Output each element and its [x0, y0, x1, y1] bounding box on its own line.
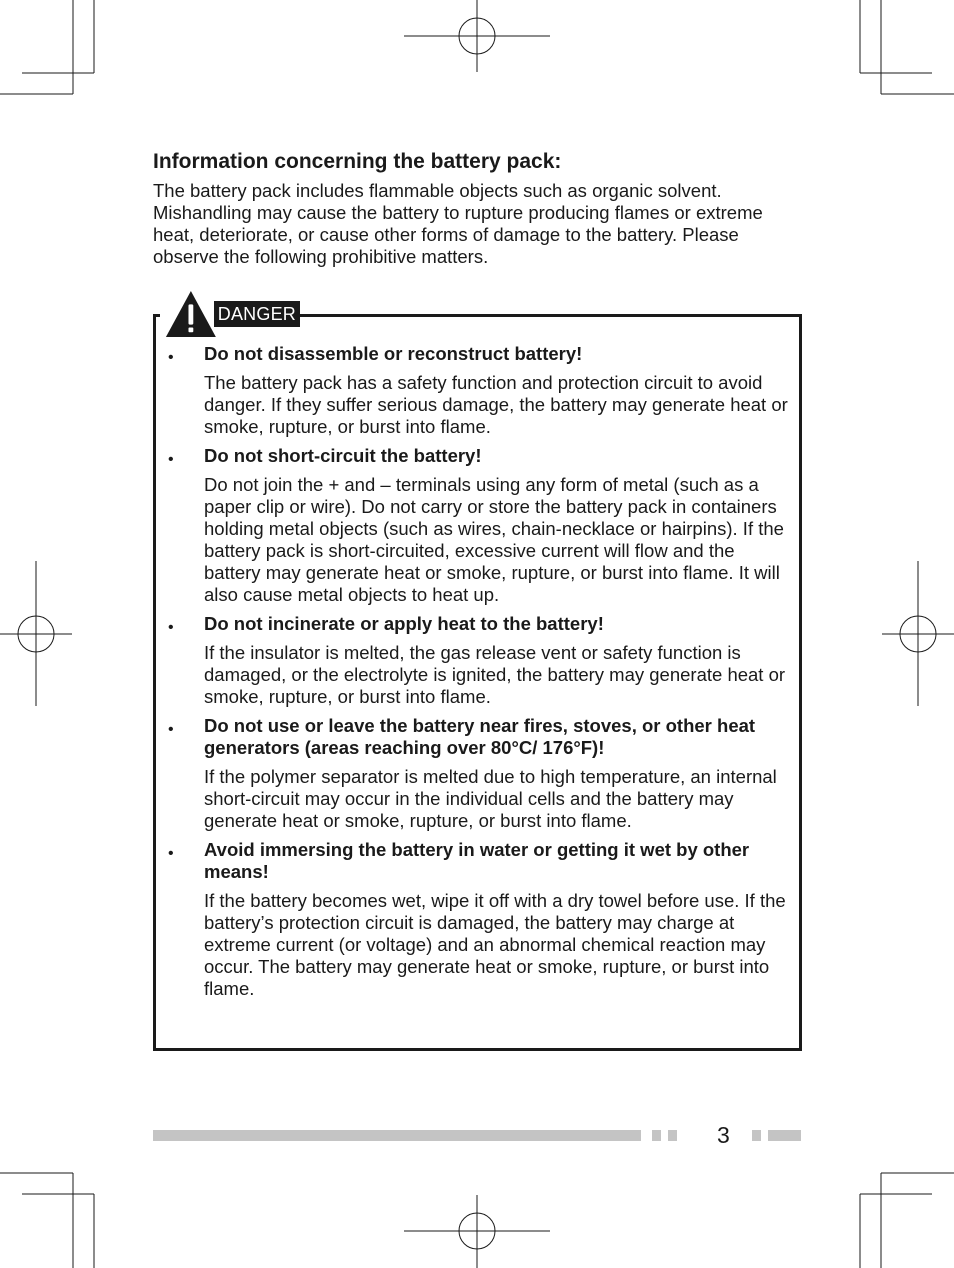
danger-list	[163, 340, 793, 1007]
item-body: If the polymer separator is melted due to high temperature, an internal short-circuit may occur in the individual cells and the battery may generate heat or smoke, rupture, or burst into flame.	[204, 766, 777, 831]
item-body: If the insulator is melted, the gas release vent or safety function is damaged, or the electrolyte is ignited, the battery may generate heat or smoke, rupture, or burst into flame.	[204, 642, 786, 707]
page-number: 3	[717, 1122, 730, 1148]
list-item	[163, 839, 793, 1000]
item-title: Do not use or leave the battery near fires, stoves, or other heat generators (areas reaching over 80°C/ 176°F)!	[204, 715, 756, 758]
footer-bar-block	[668, 1130, 677, 1141]
list-item	[163, 343, 793, 438]
item-title: Avoid immersing the battery in water or getting it wet by other means!	[204, 839, 750, 882]
list-item	[163, 445, 793, 606]
bullet: •	[168, 619, 174, 636]
item-body: Do not join the + and – terminals using any form of metal (such as a paper clip or wire). Do not carry or store the battery pack in containers holding metal objects (such as wires, chain-necklace or hairpins). If the battery pack is short-circuited, excessive current will flow and the battery may generate heat or smoke, rupture, or burst into flame. It will also cause metal objects to heat up.	[204, 474, 784, 605]
footer-bar-block	[752, 1130, 761, 1141]
item-title: Do not disassemble or reconstruct battery!	[204, 343, 583, 364]
warning-triangle-icon	[164, 288, 218, 340]
bullet: •	[168, 349, 174, 366]
bullet: •	[168, 451, 174, 468]
bullet: •	[168, 721, 174, 738]
footer-bar-block	[652, 1130, 661, 1141]
list-item	[163, 715, 793, 832]
danger-word: DANGER	[214, 301, 300, 327]
item-body: The battery pack has a safety function and protection circuit to avoid danger. If they suffer serious damage, the battery may generate heat or smoke, rupture, or burst into flame.	[204, 372, 788, 437]
intro-paragraph: The battery pack includes flammable objects such as organic solvent. Mishandling may cause the battery to rupture producing flames or extreme heat, deteriorate, or cause other forms of damage to the battery. Please observe the following prohibitive matters.	[153, 180, 763, 267]
list-item	[163, 613, 793, 708]
danger-label	[160, 286, 300, 342]
item-title: Do not incinerate or apply heat to the battery!	[204, 613, 604, 634]
footer-bar-end	[768, 1130, 801, 1141]
bullet: •	[168, 845, 174, 862]
item-title: Do not short-circuit the battery!	[204, 445, 482, 466]
section-heading: Information concerning the battery pack:	[153, 150, 562, 173]
item-body: If the battery becomes wet, wipe it off with a dry towel before use. If the battery’s protection circuit is damaged, the battery may charge at extreme current (or voltage) and an abnormal chemical reaction may occur. The battery may generate heat or smoke, rupture, or burst into flame.	[204, 890, 786, 999]
footer-bar	[153, 1130, 641, 1141]
